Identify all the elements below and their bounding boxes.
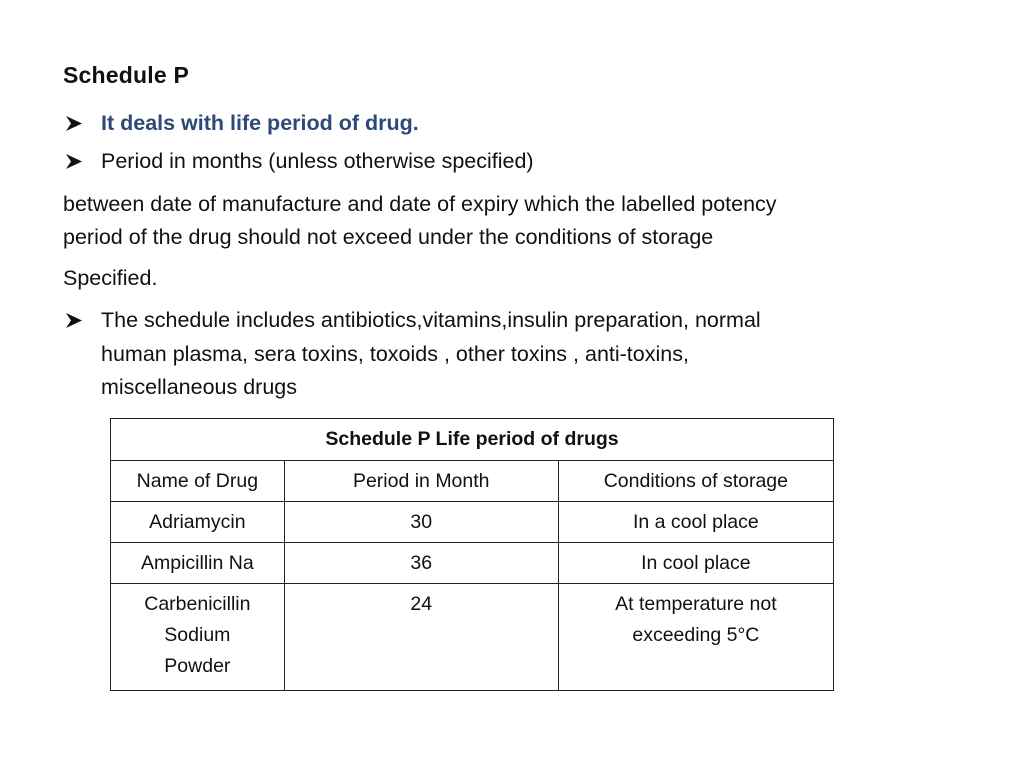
arrow-bullet-icon [64, 304, 86, 337]
storage-cell: In a cool place [558, 502, 833, 543]
slide-title: Schedule P [63, 62, 189, 88]
drug-name-line: Sodium [164, 624, 231, 646]
bullet-text-line: human plasma, sera toxins, toxoids , other toxins , anti-toxins, [101, 341, 689, 366]
storage-line: At temperature not [615, 593, 777, 615]
table-header-row [111, 461, 834, 502]
arrow-bullet-icon [64, 107, 86, 140]
paragraph-line: between date of manufacture and date of expiry which the labelled potency [63, 192, 777, 216]
paragraph-line: Specified. [63, 266, 158, 290]
storage-cell: In cool place [558, 543, 833, 584]
drug-name-cell [111, 584, 285, 691]
bullet-text-line: The schedule includes antibiotics,vitamins,insulin preparation, normal [101, 308, 761, 332]
header-period-in-month: Period in Month [284, 461, 558, 502]
storage-cell [558, 584, 833, 691]
bullet-text-line: miscellaneous drugs [101, 375, 297, 399]
bullet-text: It deals with life period of drug. [101, 111, 419, 135]
table-caption: Schedule P Life period of drugs [111, 419, 834, 461]
header-conditions-of-storage: Conditions of storage [558, 461, 833, 502]
period-cell: 30 [284, 502, 558, 543]
drug-name-cell: Ampicillin Na [111, 543, 285, 584]
drug-name-cell: Adriamycin [111, 502, 285, 543]
period-cell: 36 [284, 543, 558, 584]
bullet-text [101, 304, 761, 405]
header-name-of-drug: Name of Drug [111, 461, 285, 502]
paragraph-line: period of the drug should not exceed under the conditions of storage [63, 225, 714, 249]
bullet-text: Period in months (unless otherwise specified) [101, 149, 534, 173]
table-row [111, 502, 834, 543]
period-cell: 24 [284, 584, 558, 691]
drug-name-line: Carbenicillin [144, 593, 251, 615]
table-row [111, 584, 834, 691]
arrow-bullet-icon [64, 145, 86, 178]
table-row [111, 543, 834, 584]
storage-line: exceeding 5°C [632, 624, 760, 646]
schedule-p-table [110, 418, 834, 691]
drug-name-line: Powder [164, 655, 231, 677]
